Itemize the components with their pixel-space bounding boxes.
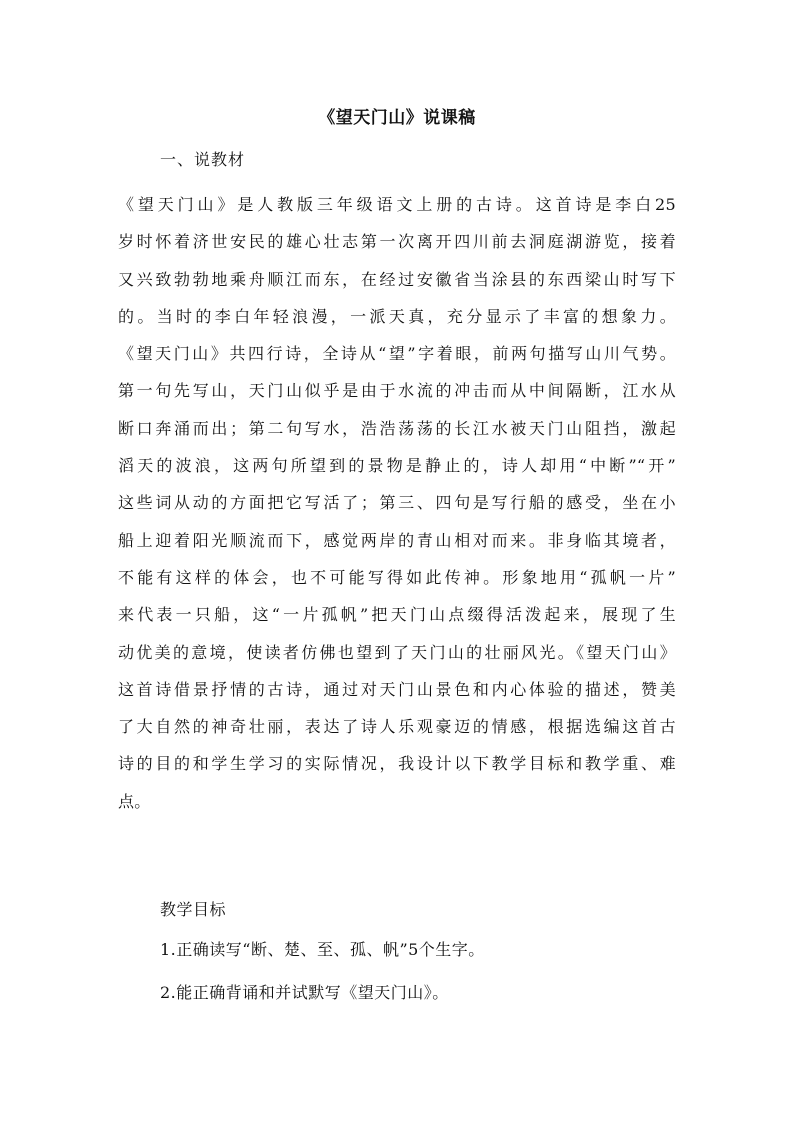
paragraph-line: 来代表一只船，这“一片孤帆”把天门山点缀得活泼起来，展现了生	[118, 605, 676, 625]
paragraph-line: 第一句先写山，天门山似乎是由于水流的冲击而从中间隔断，江水从	[118, 381, 676, 401]
paragraph-line: 又兴致勃勃地乘舟顺江而东，在经过安徽省当涂县的东西梁山时写下	[118, 269, 676, 289]
paragraph-line: 的。当时的李白年轻浪漫，一派天真，充分显示了丰富的想象力。	[118, 306, 676, 326]
paragraph-line: 动优美的意境，使读者仿佛也望到了天门山的壮丽风光。《望天门山》	[118, 642, 676, 662]
section-heading: 一、说教材	[160, 150, 246, 169]
paragraph-line: 滔天的波浪，这两句所望到的景物是静止的，诗人却用“中断”“开”	[118, 456, 676, 476]
paragraph-line: 了大自然的神奇壮丽，表达了诗人乐观豪迈的情感，根据选编这首古	[118, 717, 676, 737]
goal-item: 1.正确读写“断、楚、至、孤、帆”5个生字。	[160, 940, 485, 959]
paragraph-line: 诗的目的和学生学习的实际情况，我设计以下教学目标和教学重、难	[118, 754, 676, 774]
paragraph-line: 这首诗借景抒情的古诗，通过对天门山景色和内心体验的描述，赞美	[118, 679, 676, 699]
paragraph-line: 不能有这样的体会，也不可能写得如此传神。形象地用“孤帆一片”	[118, 567, 676, 587]
paragraph-line: 点。	[118, 791, 151, 811]
paragraph-line: 《望天门山》共四行诗，全诗从“望”字着眼，前两句描写山川气势。	[118, 344, 676, 364]
goals-heading: 教学目标	[160, 900, 227, 919]
paragraph-line: 断口奔涌而出；第二句写水，浩浩荡荡的长江水被天门山阻挡，激起	[118, 418, 676, 438]
goal-item: 2.能正确背诵和并试默写《望天门山》。	[160, 983, 449, 1002]
paragraph-line: 船上迎着阳光顺流而下，感觉两岸的青山相对而来。非身临其境者，	[118, 530, 676, 550]
paragraph-line: 岁时怀着济世安民的雄心壮志第一次离开四川前去洞庭湖游览，接着	[118, 232, 676, 252]
body-paragraph	[118, 186, 676, 820]
document-title: 《望天门山》说课稿	[318, 108, 476, 128]
paragraph-line: 这些词从动的方面把它写活了；第三、四句是写行船的感受，坐在小	[118, 493, 676, 513]
paragraph-line: 《望天门山》是人教版三年级语文上册的古诗。这首诗是李白25	[118, 195, 676, 214]
